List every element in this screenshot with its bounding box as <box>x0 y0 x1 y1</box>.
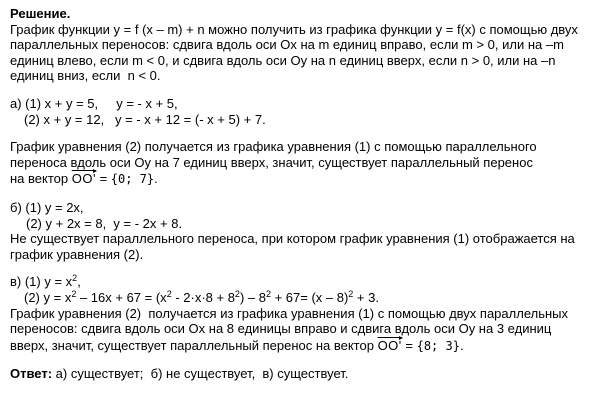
superscript: 2 <box>166 288 172 299</box>
part-a-vector-coords: {0; 7} <box>110 172 155 187</box>
part-a-text-3 <box>10 170 592 188</box>
eq-part: + 3. <box>353 289 379 305</box>
part-c-equation-1 <box>10 274 592 290</box>
spacer <box>10 84 592 96</box>
eq-part: - 2·x·8 + 8 <box>171 289 235 305</box>
intro-line-2: параллельных переносов: сдвига вдоль оси Ox на m единиц вправо, если m > 0, или на –m <box>10 37 564 53</box>
superscript: 2 <box>265 288 271 299</box>
superscript: 2 <box>234 288 240 299</box>
solution-heading: Решение. <box>10 6 71 21</box>
part-a-period: . <box>154 171 158 187</box>
part-c-eq1-text: в) (1) y = x <box>10 274 73 290</box>
eq-part: + 67= (x – 8) <box>270 289 349 305</box>
spacer <box>10 354 592 366</box>
part-b-equation-1: б) (1) y = 2x, <box>10 199 84 215</box>
superscript: 2 <box>348 288 354 299</box>
part-a-vector-prefix: на вектор <box>10 171 72 187</box>
vector-oo-prime: OO' <box>71 171 96 187</box>
intro-line-3: единиц влево, если m < 0, и сдвига вдоль оси Oy на n единиц вверх, если n > 0, или на –n <box>10 52 556 68</box>
part-c-vector-prefix: вверх, значит, существует параллельный перенос на вектор <box>10 337 378 353</box>
part-c-equals: = <box>401 337 417 353</box>
eq-part: – 16x + 67 = (x <box>76 289 167 305</box>
answer-label: Ответ: <box>10 366 53 382</box>
part-b-equation-2: (2) y + 2x = 8, y = - 2x + 8. <box>26 215 183 231</box>
answer-text: а) существует; б) не существует, в) существует. <box>52 366 349 382</box>
part-c-vector-coords: {8; 3} <box>416 338 460 353</box>
intro-line-1: График функции y = f (x – m) + n можно получить из графика функции y = f(x) с помощью двух <box>10 21 578 37</box>
eq-part: (2) y = x <box>24 289 72 305</box>
part-a-text-2: переноса вдоль оси Oy на 7 единиц вверх, значит, существует параллельный перенос <box>10 154 533 170</box>
part-c-text-2: переносов: сдвига вдоль оси Ox на 8 единицы вправо и сдвига вдоль оси Oy на 3 единиц <box>10 321 552 337</box>
vector-oo-prime: OO' <box>377 337 402 353</box>
spacer <box>10 262 592 274</box>
part-a-equation-2: (2) x + y = 12, y = - x + 12 = (- x + 5) + 7. <box>24 111 266 127</box>
spacer <box>10 188 592 200</box>
part-a-equals: = <box>95 171 111 187</box>
part-b-text-2: график уравнения (2). <box>10 246 144 262</box>
superscript: 2 <box>71 288 77 299</box>
superscript: 2 <box>72 273 78 284</box>
part-a-equation-1: а) (1) x + y = 5, y = - x + 5, <box>10 95 178 111</box>
part-a-text-1: График уравнения (2) получается из графика уравнения (1) с помощью параллельного <box>10 139 537 155</box>
intro-line-4: единиц вниз, если n < 0. <box>10 68 161 84</box>
answer-line <box>10 366 592 382</box>
spacer <box>10 127 592 139</box>
part-c-text-1: График уравнения (2) получается из графика уравнения (1) с помощью двух параллельных <box>10 305 568 321</box>
part-c-equation-2 <box>10 290 592 306</box>
part-c-text-3 <box>10 337 592 355</box>
part-c-eq1-comma: , <box>77 274 81 290</box>
part-b-text-1: Не существует параллельного переноса, при котором график уравнения (1) отображается на <box>10 231 575 247</box>
eq-part: ) – 8 <box>239 289 266 305</box>
part-c-period: . <box>459 337 464 353</box>
